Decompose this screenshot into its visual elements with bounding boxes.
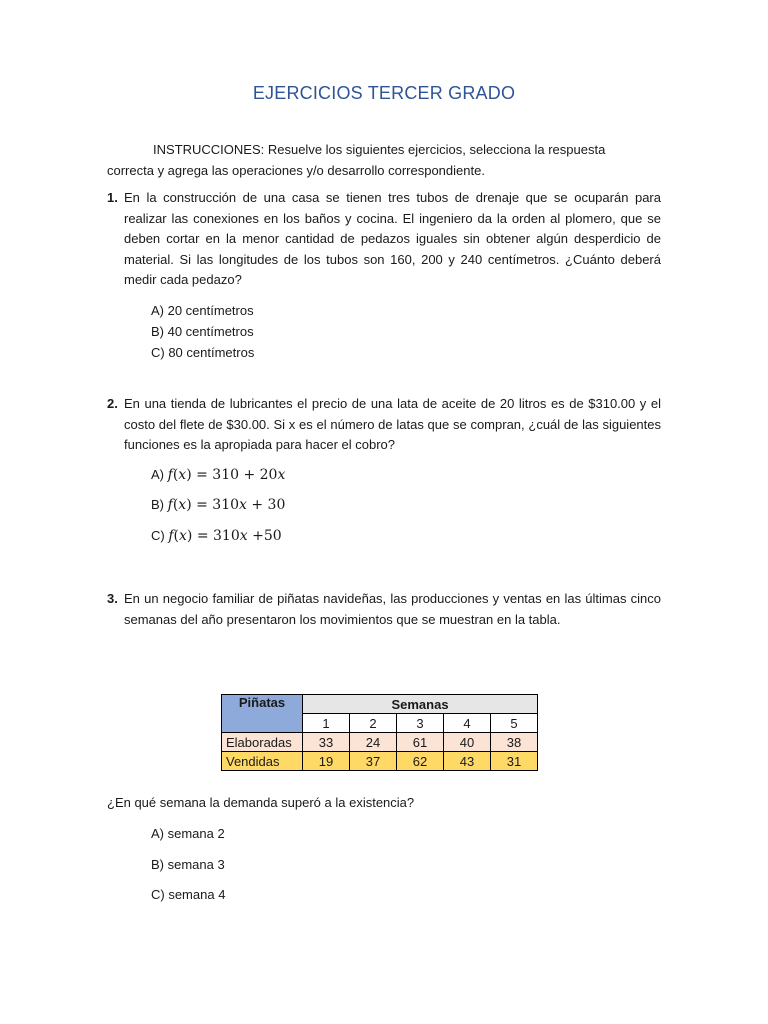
q2-option-a-formula: 310 + 20x	[212, 467, 286, 483]
question-2-text: En una tienda de lubricantes el precio de una lata de aceite de 20 litros es de $310.00 y el costo del flete de $30.00. Si x es el número de latas que se compran, ¿cuál de las siguientes funciones es la apropiada para hacer el cobro?	[124, 396, 661, 453]
q2-option-b	[151, 495, 285, 515]
table-row-label: Elaboradas	[222, 733, 303, 752]
table-week-header: 4	[444, 714, 491, 733]
document-title: EJERCICIOS TERCER GRADO	[252, 83, 516, 103]
table-cell: 37	[350, 752, 397, 771]
q2-option-a-letter: A)	[151, 467, 164, 482]
instructions	[107, 139, 667, 181]
q2-option-b-letter: B)	[151, 497, 164, 512]
table-cell: 40	[444, 733, 491, 752]
instructions-line2: correcta y agrega las operaciones y/o desarrollo correspondiente.	[107, 163, 485, 178]
question-2	[107, 394, 661, 456]
table-cell: 24	[350, 733, 397, 752]
q2-option-b-lhs: f(x) =	[167, 497, 213, 513]
question-1-number: 1.	[107, 190, 118, 205]
question-1	[107, 188, 661, 291]
table-cell: 19	[303, 752, 350, 771]
question-2-number: 2.	[107, 396, 118, 411]
table-row-elaboradas	[222, 733, 538, 752]
table-cell: 43	[444, 752, 491, 771]
q1-option-c: C) 80 centímetros	[151, 345, 255, 360]
table-row-vendidas	[222, 752, 538, 771]
table-header-group: Semanas	[303, 695, 538, 714]
table-week-header: 2	[350, 714, 397, 733]
instructions-label: INSTRUCCIONES:	[153, 142, 265, 157]
q2-option-c-letter: C)	[151, 528, 165, 543]
q2-option-c-lhs: f(x) =	[168, 528, 213, 544]
table-header-item: Piñatas	[222, 695, 303, 733]
q2-option-a-lhs: f(x) =	[167, 467, 213, 483]
question-3-text: En un negocio familiar de piñatas navideñas, las producciones y ventas en las últimas cinco semanas del año presentaron los movimientos que se muestran en la tabla.	[124, 591, 661, 627]
q3-option-b: B) semana 3	[151, 857, 225, 872]
q2-option-c	[151, 526, 282, 546]
table-cell: 38	[491, 733, 538, 752]
table-cell: 62	[397, 752, 444, 771]
q2-option-c-formula: 310x +50	[213, 528, 282, 544]
question-3	[107, 589, 661, 630]
question-1-text: En la construcción de una casa se tienen tres tubos de drenaje que se ocuparán para realizar las conexiones en los baños y cocina. El ingeniero da la orden al plomero, que se deben cortar en la menor cantidad de pedazos iguales sin obtener algún desperdicio de material. Si las longitudes de los tubos son 160, 200 y 240 centímetros. ¿Cuánto deberá medir cada pedazo?	[124, 190, 661, 288]
q3-option-c: C) semana 4	[151, 887, 226, 902]
q2-option-b-formula: 310x + 30	[212, 497, 286, 513]
q3-option-a: A) semana 2	[151, 826, 225, 841]
table-week-header: 5	[491, 714, 538, 733]
table-cell: 33	[303, 733, 350, 752]
table-cell: 61	[397, 733, 444, 752]
table-week-header: 3	[397, 714, 444, 733]
instructions-line1: Resuelve los siguientes ejercicios, selecciona la respuesta	[264, 142, 606, 157]
q2-option-a	[151, 465, 285, 485]
question-3-number: 3.	[107, 591, 118, 606]
table-cell: 31	[491, 752, 538, 771]
pinatas-table	[221, 694, 538, 771]
q1-option-a: A) 20 centímetros	[151, 303, 254, 318]
table-week-header: 1	[303, 714, 350, 733]
table-row-label: Vendidas	[222, 752, 303, 771]
q1-option-b: B) 40 centímetros	[151, 324, 254, 339]
question-3-prompt: ¿En qué semana la demanda superó a la existencia?	[107, 795, 415, 810]
